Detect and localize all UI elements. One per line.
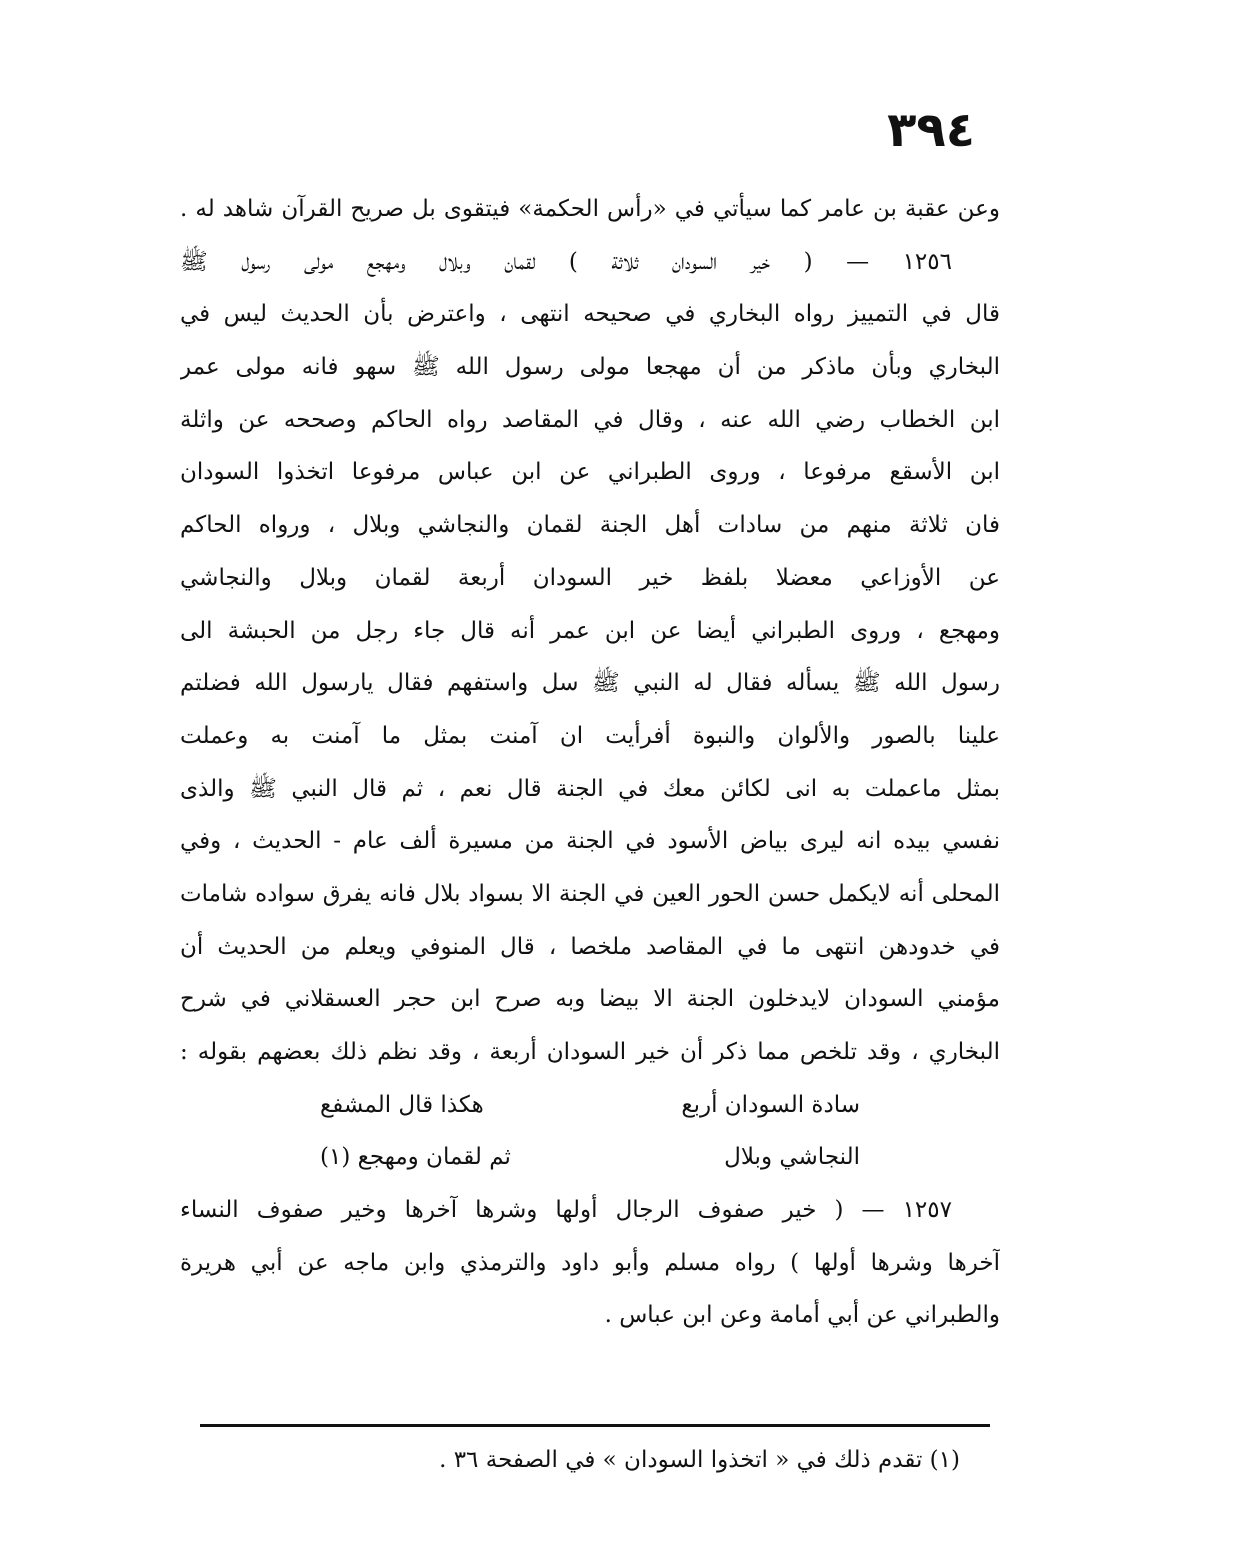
text-line: علينا بالصور والألوان والنبوة أفرأيت ان آمنت بمثل ما آمنت به وعملت xyxy=(180,722,1000,749)
text-line: آخرها وشرها أولها ) رواه مسلم وأبو داود والترمذي وابن ماجه عن أبي هريرة xyxy=(180,1249,1000,1276)
text-line: نفسي بيده انه ليرى بياض الأسود في الجنة من مسيرة ألف عام - الحديث ، وفي xyxy=(180,828,1000,855)
footnote: (١) تقدم ذلك في « اتخذوا السودان » في الصفحة ٣٦ . xyxy=(439,1447,960,1473)
text-line: البخاري وبأن ماذكر من أن مهجعا مولى رسول الله ﷺ سهو فانه مولى عمر xyxy=(180,354,1000,381)
text-line: قال في التمييز رواه البخاري في صحيحه انتهى ، واعترض بأن الحديث ليس في xyxy=(180,301,1000,328)
hadith-1256-heading: ١٢٥٦ — ( خير السودان ثلاثة ) لقمان وبلال ومهجع مولى رسول ﷺ xyxy=(180,248,952,275)
hadith-1257-heading: ١٢٥٧ — ( خير صفوف الرجال أولها وشرها آخرها وخير صفوف النساء xyxy=(180,1197,952,1224)
text-line: ومهجع ، وروى الطبراني أيضا عن ابن عمر أنه قال جاء رجل من الحبشة الى xyxy=(180,617,1000,644)
poem-verse xyxy=(180,1131,1000,1184)
text-line: المحلى أنه لايكمل حسن الحور العين في الجنة الا بسواد بلال فانه يفرق سواده شامات xyxy=(180,880,1000,907)
verse-first-hemistich: النجاشي وبلال xyxy=(724,1144,860,1171)
footnote-divider xyxy=(200,1424,990,1427)
page-number: ٣٩٤ xyxy=(887,102,975,158)
verse-first-hemistich: سادة السودان أربع xyxy=(681,1091,860,1118)
poem-verse xyxy=(180,1079,1000,1132)
text-line: وعن عقبة بن عامر كما سيأتي في «رأس الحكمة» فيتقوى بل صريح القرآن شاهد له . xyxy=(180,196,1000,222)
text-line: البخاري ، وقد تلخص مما ذكر أن خير السودان أربعة ، وقد نظم ذلك بعضهم بقوله : xyxy=(180,1039,1000,1065)
verse-second-hemistich: هكذا قال المشفع xyxy=(320,1091,484,1118)
text-line: مؤمني السودان لايدخلون الجنة الا بيضا وبه صرح ابن حجر العسقلاني في شرح xyxy=(180,986,1000,1013)
text-line: بمثل ماعملت به انى لكائن معك في الجنة قال نعم ، ثم قال النبي ﷺ والذى xyxy=(180,775,1000,802)
text-line: في خدودهن انتهى ما في المقاصد ملخصا ، قال المنوفي ويعلم من الحديث أن xyxy=(180,933,1000,960)
text-line: والطبراني عن أبي أمامة وعن ابن عباس . xyxy=(604,1302,1000,1329)
text-line: فان ثلاثة منهم من سادات أهل الجنة لقمان والنجاشي وبلال ، ورواه الحاكم xyxy=(180,512,1000,539)
text-line: ابن الخطاب رضي الله عنه ، وقال في المقاصد رواه الحاكم وصححه عن واثلة xyxy=(180,406,1000,433)
text-line: عن الأوزاعي معضلا بلفظ خير السودان أربعة لقمان وبلال والنجاشي xyxy=(180,564,1000,591)
text-line: ابن الأسقع مرفوعا ، وروى الطبراني عن ابن عباس مرفوعا اتخذوا السودان xyxy=(180,459,1000,486)
body-text xyxy=(180,183,1000,1342)
verse-second-hemistich: ثم لقمان ومهجع (١) xyxy=(320,1144,511,1171)
text-line: رسول الله ﷺ يسأله فقال له النبي ﷺ سل واستفهم فقال يارسول الله فضلتم xyxy=(180,670,1000,697)
